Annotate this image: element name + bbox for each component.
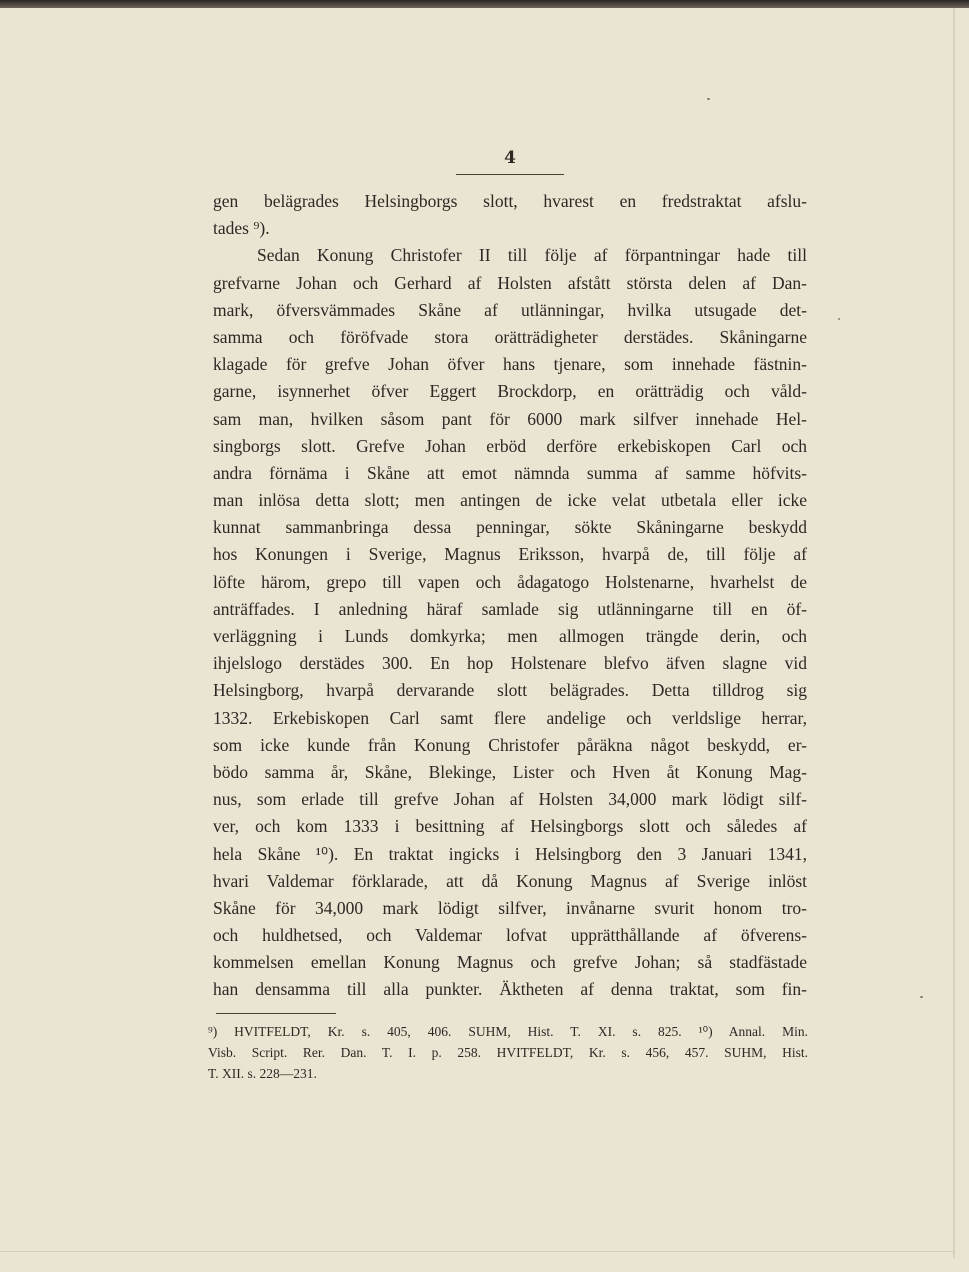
text-line: Skåne för 34,000 mark lödigt silfver, invånarne svurit honom tro- xyxy=(213,897,807,918)
text-line: ihjelslogo derstädes 300. En hop Holstenare blefvo äfven slagne vid xyxy=(213,653,807,674)
text-line: andra förnäma i Skåne att emot nämnda summa af samme höfvits- xyxy=(213,462,807,483)
text-line: som icke kunde från Konung Christofer påräkna något beskydd, er- xyxy=(213,734,807,755)
text-line: verläggning i Lunds domkyrka; men allmogen trängde derin, och xyxy=(213,626,807,646)
text-line: kommelsen emellan Konung Magnus och grefve Johan; så stadfästade xyxy=(213,952,807,973)
footnote-rule xyxy=(216,1013,336,1014)
text-line: Sedan Konung Christofer II till följe af förpantningar hade till xyxy=(257,245,807,266)
text-line: Helsingborg, hvarpå dervarande slott belägrades. Detta tilldrog sig xyxy=(213,680,807,701)
text-line: mark, öfversvämmades Skåne af utlänningar, hvilka utsugade det- xyxy=(213,299,807,320)
text-line: garne, isynnerhet öfver Eggert Brockdorp, en orätträdig och våld- xyxy=(213,381,807,402)
text-line: kunnat sammanbringa dessa penningar, sökte Skåningarne beskydd xyxy=(213,517,807,538)
page-edge-bottom xyxy=(0,1251,955,1252)
footnote-line: T. XII. s. 228—231. xyxy=(208,1066,317,1081)
body-text xyxy=(213,188,807,1004)
text-line: nus, som erlade till grefve Johan af Holsten 34,000 mark lödigt silf- xyxy=(213,789,807,810)
scan-speck xyxy=(707,98,710,100)
scan-speck xyxy=(920,996,923,998)
footnote-line: Visb. Script. Rer. Dan. T. I. p. 258. HVITFELDT, Kr. s. 456, 457. SUHM, Hist. xyxy=(208,1045,808,1060)
text-line: samma och föröfvade stora orätträdigheter derstädes. Skåningarne xyxy=(213,326,807,347)
text-line: hos Konungen i Sverige, Magnus Eriksson, hvarpå de, till följe af xyxy=(213,544,807,565)
text-line: hela Skåne ¹⁰). En traktat ingicks i Helsingborg den 3 Januari 1341, xyxy=(213,843,807,864)
text-line: ver, och kom 1333 i besittning af Helsingborgs slott och således af xyxy=(213,816,807,837)
text-line: sam man, hvilken såsom pant för 6000 mark silfver innehade Hel- xyxy=(213,408,807,429)
page-number: 4 xyxy=(504,148,516,168)
text-line: och huldhetsed, och Valdemar lofvat upprätthållande af öfverens- xyxy=(213,925,807,946)
page-number-rule xyxy=(456,174,564,175)
text-line: bödo samma år, Skåne, Blekinge, Lister och Hven åt Konung Mag- xyxy=(213,761,807,782)
text-line: löfte härom, grepo till vapen och ådagatogo Holstenarne, hvarhelst de xyxy=(213,571,807,592)
text-line: singborgs slott. Grefve Johan erböd derföre erkebiskopen Carl och xyxy=(213,435,807,456)
text-line: tades ⁹). xyxy=(213,218,270,239)
text-line: grefvarne Johan och Gerhard af Holsten afstått största delen af Dan- xyxy=(213,272,807,293)
text-line: hvari Valdemar förklarade, att då Konung Magnus af Sverige inlöst xyxy=(213,870,807,891)
page-edge-right xyxy=(953,8,955,1258)
scan-top-border xyxy=(0,0,969,8)
footnotes xyxy=(208,1021,808,1084)
footnote-line: ⁹) HVITFELDT, Kr. s. 405, 406. SUHM, Hist. T. XI. s. 825. ¹⁰) Annal. Min. xyxy=(208,1024,808,1039)
text-line: anträffades. I anledning häraf samlade sig utlänningarne till en öf- xyxy=(213,598,807,619)
scan-speck xyxy=(838,318,840,320)
text-line: han densamma till alla punkter. Äktheten af denna traktat, som fin- xyxy=(213,979,807,1000)
text-line: 1332. Erkebiskopen Carl samt flere andelige och verldslige herrar, xyxy=(213,707,807,728)
text-line: klagade för grefve Johan öfver hans tjenare, som innehade fästnin- xyxy=(213,354,807,375)
text-line: gen belägrades Helsingborgs slott, hvarest en fredstraktat afslu- xyxy=(213,191,807,211)
text-line: man inlösa detta slott; men antingen de icke velat utbetala eller icke xyxy=(213,490,807,511)
